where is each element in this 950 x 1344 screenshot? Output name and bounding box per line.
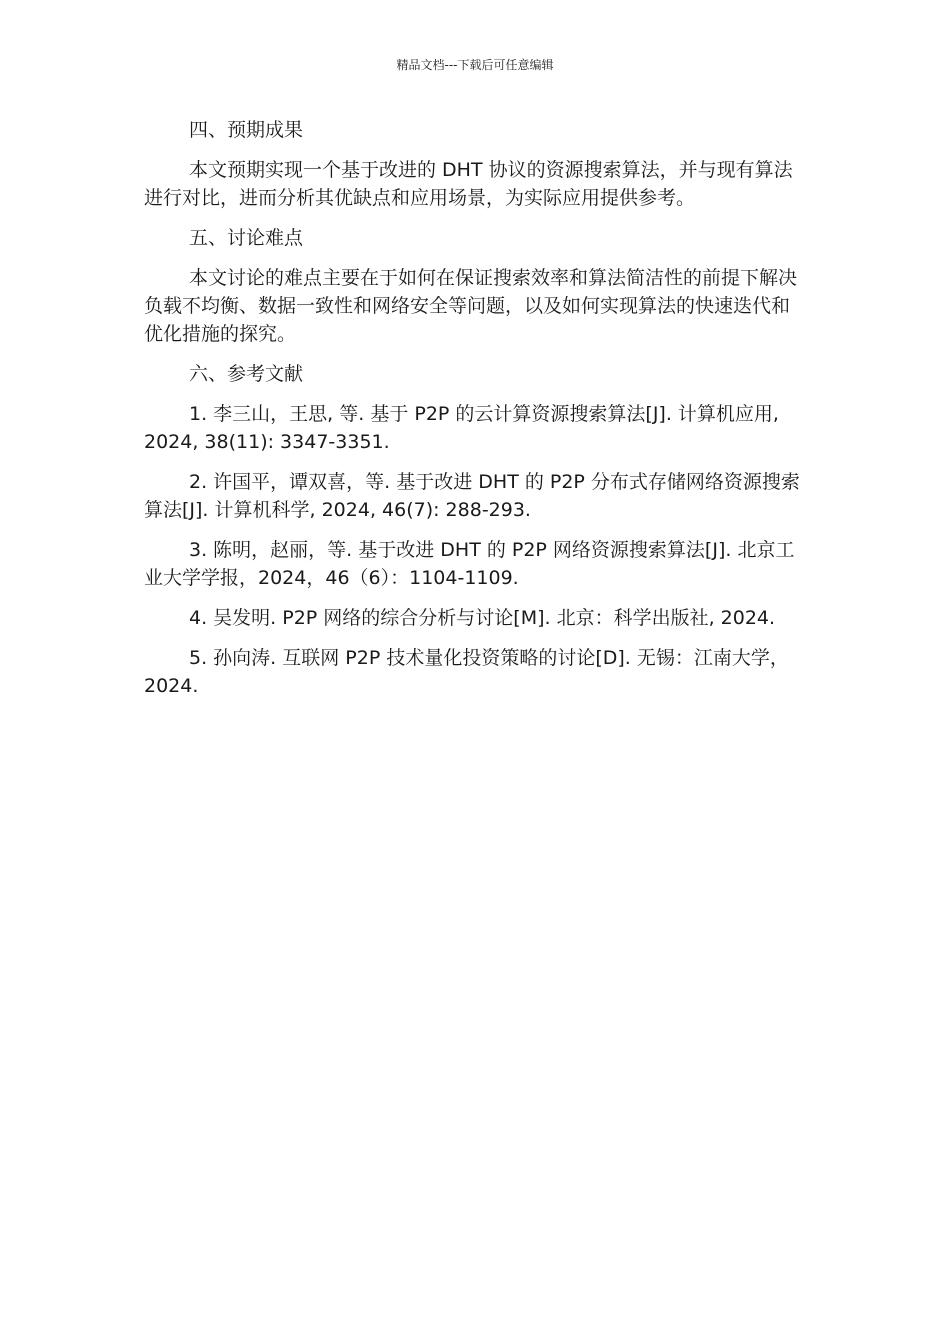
section-heading-expected-results: 四、预期成果 [189, 119, 304, 141]
paragraph-difficulties: 本文讨论的难点主要在于如何在保证搜索效率和算法简洁性的前提下解决负载不均衡、数据一致性和网络安全等问题，以及如何实现算法的快速迭代和优化措施的探究。 [144, 267, 798, 345]
section-heading-difficulties: 五、讨论难点 [189, 227, 304, 249]
reference-item-4: 4. 吴发明. P2P 网络的综合分析与讨论[M]. 北京：科学出版社, 2024. [189, 607, 776, 629]
document-body [144, 116, 808, 712]
reference-item-3: 3. 陈明，赵丽，等. 基于改进 DHT 的 P2P 网络资源搜索算法[J]. 北京工业大学学报，2024，46（6）：1104-1109. [144, 539, 795, 589]
page-header: 精品文档---下载后可任意编辑 [396, 58, 554, 72]
reference-item-2: 2. 许国平，谭双喜，等. 基于改进 DHT 的 P2P 分布式存储网络资源搜索算法[J]. 计算机科学, 2024, 46(7): 288-293. [144, 471, 800, 521]
reference-item-1: 1. 李三山，王思, 等. 基于 P2P 的云计算资源搜索算法[J]. 计算机应用, 2024, 38(11): 3347-3351. [144, 403, 779, 453]
section-heading-references: 六、参考文献 [189, 363, 304, 385]
reference-item-5: 5. 孙向涛. 互联网 P2P 技术量化投资策略的讨论[D]. 无锡：江南大学，2024. [144, 647, 789, 697]
paragraph-expected-results: 本文预期实现一个基于改进的 DHT 协议的资源搜索算法，并与现有算法进行对比，进而分析其优缺点和应用场景，为实际应用提供参考。 [144, 159, 793, 209]
